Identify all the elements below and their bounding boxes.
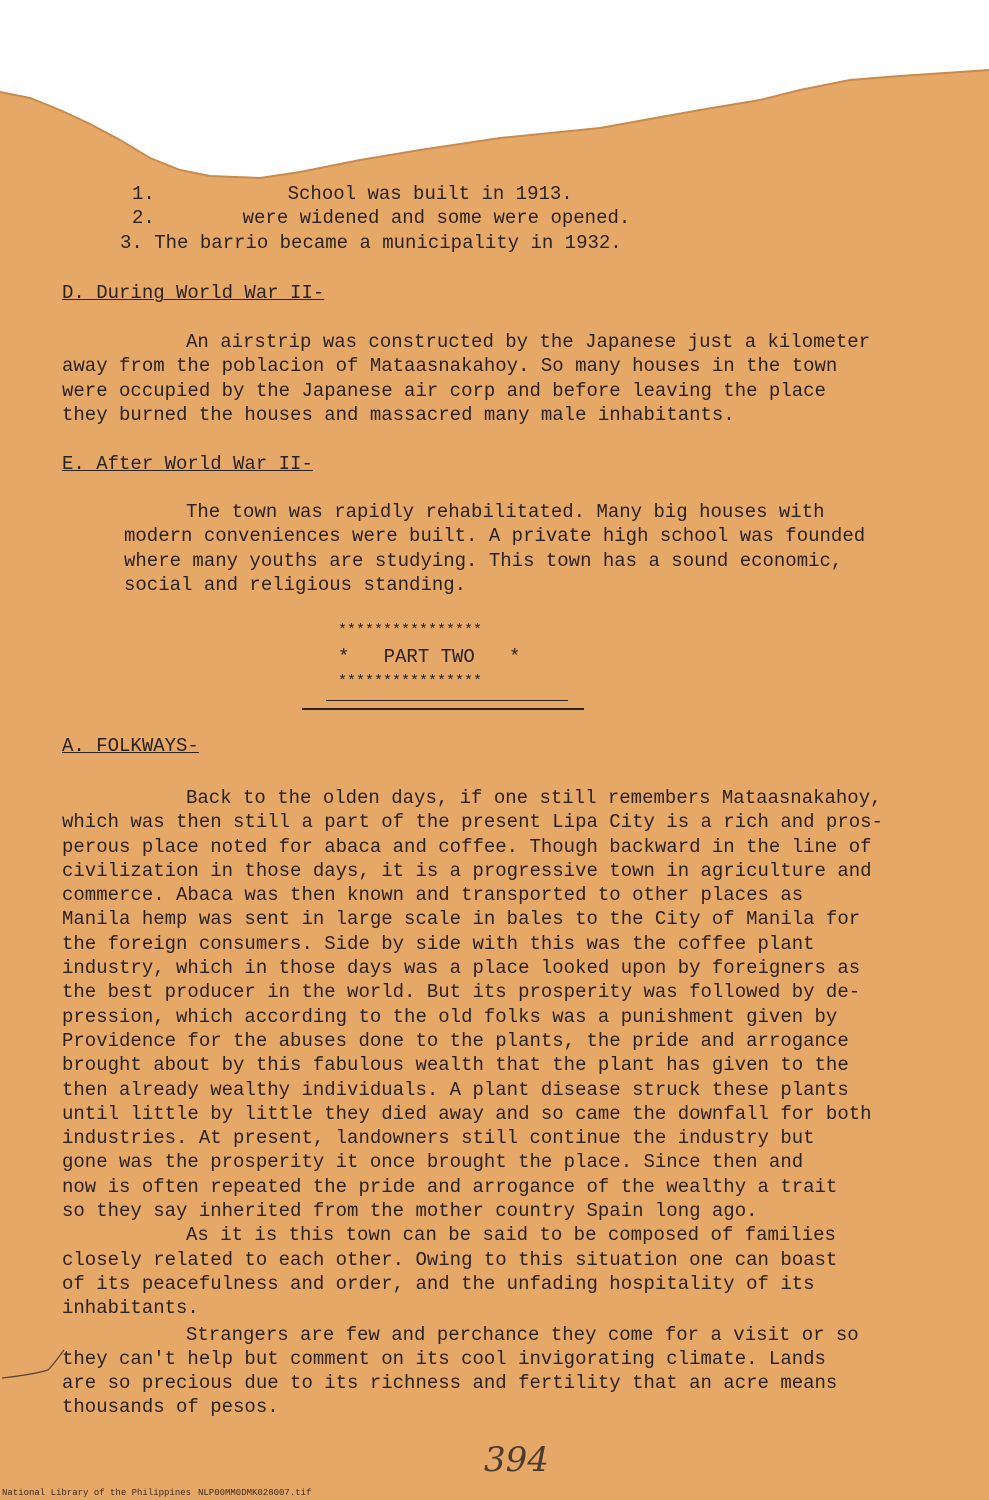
list-number: 1.: [132, 183, 155, 205]
text-line: the best producer in the world. But its prosperity was followed by de-: [62, 981, 861, 1004]
text-line: An airstrip was constructed by the Japanese just a kilometer: [186, 331, 871, 353]
text-line: away from the poblacion of Mataasnakahoy. So many houses in the town: [62, 355, 838, 378]
section-e-heading: E. After World War II-: [62, 453, 313, 475]
text-line: civilization in those days, it is a progressive town in agriculture and: [62, 859, 872, 882]
text-line: so they say inherited from the mother country Spain long ago.: [62, 1200, 758, 1223]
text-line: were occupied by the Japanese air corp and before leaving the place: [62, 379, 826, 402]
text-line: now is often repeated the pride and arrogance of the wealthy a trait: [62, 1175, 838, 1198]
section-a-heading: A. FOLKWAYS-: [62, 735, 199, 757]
text-line: Strangers are few and perchance they come for a visit or so: [186, 1323, 859, 1346]
text-line: social and religious standing.: [124, 573, 467, 596]
torn-paper-edge: [0, 0, 989, 200]
section-a-paragraph-1: [62, 786, 883, 1420]
text-line: brought about by this fabulous wealth that the plant has given to the: [62, 1054, 849, 1077]
text-line: industries. At present, landowners still continue the industry but: [62, 1127, 815, 1150]
list-item: [132, 182, 573, 206]
banner-underline: [326, 700, 568, 701]
section-d-heading: D. During World War II-: [62, 282, 325, 304]
list-item: [132, 206, 630, 230]
banner-stars-bottom: ****************: [338, 673, 483, 690]
list-text: were widened and some were opened.: [242, 207, 631, 229]
banner-underline: [302, 708, 584, 710]
text-line: As it is this town can be said to be composed of families: [186, 1224, 836, 1247]
list-number: 3.: [120, 232, 143, 254]
page-number: 394: [484, 1440, 549, 1480]
section-d-body: [62, 330, 870, 427]
list-item: [120, 231, 622, 255]
text-line: which was then still a part of the present Lipa City is a rich and pros-: [62, 811, 883, 834]
text-line: industry, which in those days was a place looked upon by foreigners as: [62, 957, 861, 980]
footer-filename: NLP00MM0DMK028007.tif: [198, 1488, 312, 1498]
list-text: The barrio became a municipality in 1932.: [154, 232, 622, 254]
text-line: modern conveniences were built. A private high school was founded: [124, 525, 866, 548]
text-line: thousands of pesos.: [62, 1396, 279, 1419]
text-line: pression, which according to the old folks was a punishment given by: [62, 1005, 838, 1028]
list-number: 2.: [132, 207, 155, 229]
text-line: The town was rapidly rehabilitated. Many big houses with: [186, 501, 825, 523]
section-e-body: [124, 500, 865, 597]
text-line: commerce. Abaca was then known and transported to other places as: [62, 884, 804, 907]
text-line: where many youths are studying. This town has a sound economic,: [124, 549, 843, 572]
banner-stars-top: ****************: [338, 622, 483, 639]
text-line: Manila hemp was sent in large scale in bales to the City of Manila for: [62, 908, 861, 931]
text-line: the foreign consumers. Side by side with this was the coffee plant: [62, 932, 815, 955]
margin-pencil-mark: [0, 1340, 70, 1390]
text-line: Back to the olden days, if one still remembers Mataasnakahoy,: [186, 787, 882, 809]
text-line: inhabitants.: [62, 1297, 199, 1320]
text-line: then already wealthy individuals. A plant disease struck these plants: [62, 1078, 849, 1101]
list-text: School was built in 1913.: [287, 183, 573, 205]
footer-institution: National Library of the Philippines: [2, 1488, 192, 1498]
text-line: are so precious due to its richness and fertility that an acre means: [62, 1372, 838, 1395]
part-two-title: * PART TWO *: [338, 646, 521, 668]
text-line: they can't help but comment on its cool invigorating climate. Lands: [62, 1347, 826, 1370]
text-line: until little by little they died away and so came the downfall for both: [62, 1102, 872, 1125]
text-line: perous place noted for abaca and coffee. Though backward in the line of: [62, 835, 872, 858]
text-line: of its peacefulness and order, and the unfading hospitality of its: [62, 1272, 815, 1295]
text-line: they burned the houses and massacred many male inhabitants.: [62, 403, 735, 426]
text-line: gone was the prosperity it once brought the place. Since then and: [62, 1151, 804, 1174]
text-line: closely related to each other. Owing to this situation one can boast: [62, 1248, 838, 1271]
text-line: Providence for the abuses done to the plants, the pride and arrogance: [62, 1029, 849, 1052]
